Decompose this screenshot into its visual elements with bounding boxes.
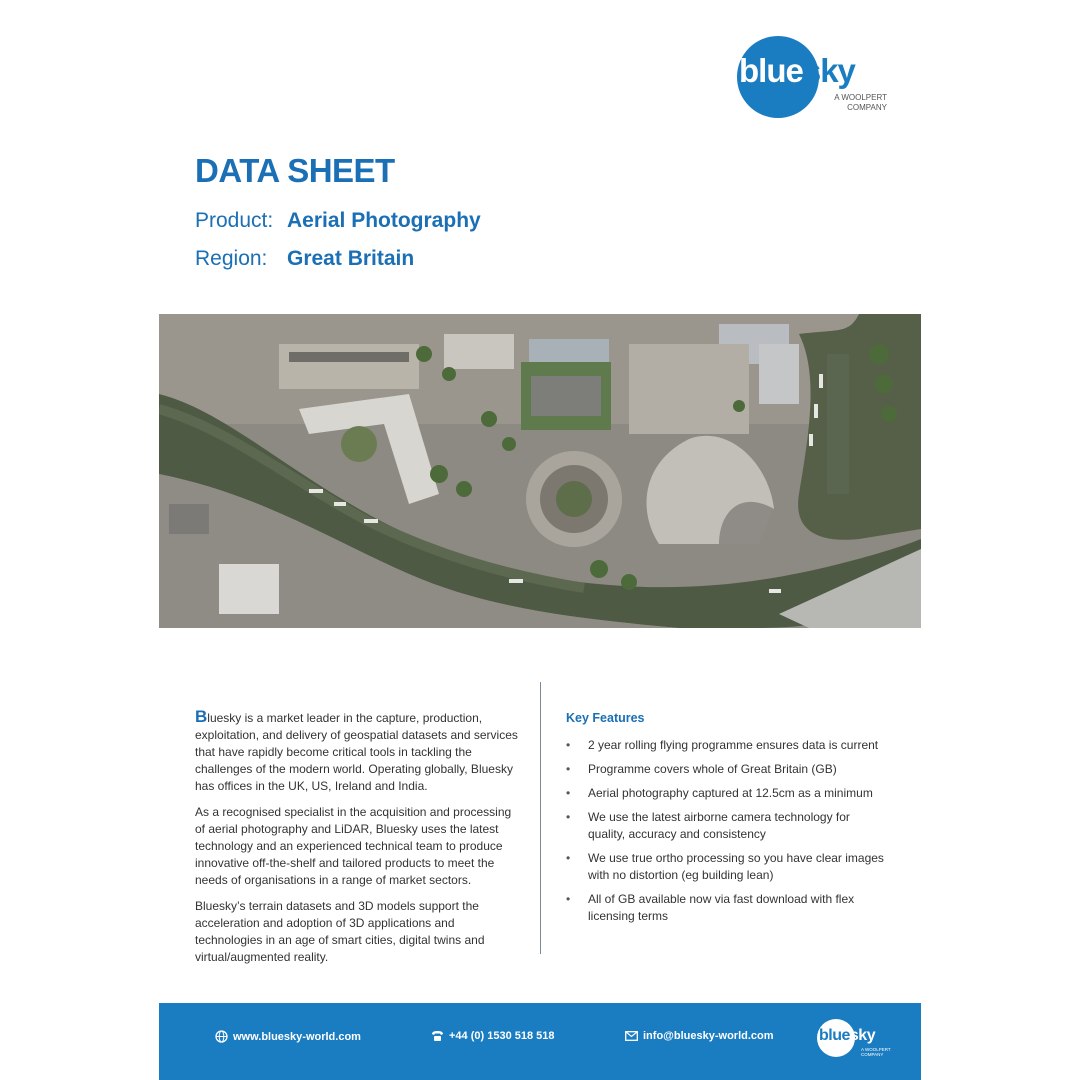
bluesky-logo <box>737 36 897 122</box>
intro-paragraph-1: Bluesky is a market leader in the capture, production, exploitation, and delivery of geospatial datasets and services that have rapidly become critical tools in tackling the challenges of the modern world. Operating globally, Bluesky has offices in the UK, US, Ireland and India. <box>195 707 518 793</box>
footer-phone[interactable]: +44 (0) 1530 518 518 <box>431 1030 555 1042</box>
bullet-icon: • <box>566 892 571 906</box>
list-item: • Aerial photography captured at 12.5cm as a minimum <box>566 786 873 800</box>
region-value: Great Britain <box>287 247 415 270</box>
footer-website[interactable]: www.bluesky-world.com <box>215 1030 361 1043</box>
footer-logo <box>817 1019 897 1059</box>
column-divider <box>540 682 541 954</box>
product-label: Product: <box>195 209 274 232</box>
list-item: • We use the latest airborne camera technology for quality, accuracy and consistency <box>566 810 850 841</box>
list-item: • Programme covers whole of Great Britain (GB) <box>566 762 837 776</box>
bullet-icon: • <box>566 810 571 824</box>
key-features-list <box>566 737 886 925</box>
bullet-icon: • <box>566 786 571 800</box>
intro-text <box>195 708 520 975</box>
footer-logo-wordmark: bluesky <box>819 1027 876 1044</box>
list-item: • 2 year rolling flying programme ensures data is current <box>566 738 879 752</box>
key-features-title: Key Features <box>566 711 645 725</box>
list-item: • We use true ortho processing so you have clear images with no distortion (eg building lean) <box>566 851 884 882</box>
footer-logo-tagline: A WOOLPERT COMPANY <box>861 1047 891 1057</box>
list-item: • All of GB available now via fast download with flex licensing terms <box>566 892 855 923</box>
logo-tagline: A WOOLPERT COMPANY <box>834 93 887 112</box>
key-features <box>566 710 886 932</box>
footer-bar <box>159 1003 921 1080</box>
phone-icon <box>431 1030 444 1042</box>
intro-paragraph-3: Bluesky’s terrain datasets and 3D models support the acceleration and adoption of 3D applications and technologies in an age of smart cities, digital twins and virtual/augmented reality. <box>195 899 485 964</box>
intro-paragraph-2: As a recognised specialist in the acquisition and processing of aerial photography and LiDAR, Bluesky uses the latest technology and an experienced technical team to produce innovative off-the-shelf and tailored products to meet the needs of organisations in a range of market sectors. <box>195 805 512 887</box>
region-row <box>195 247 414 271</box>
bullet-icon: • <box>566 762 571 776</box>
bullet-icon: • <box>566 738 571 752</box>
mail-icon <box>625 1031 638 1041</box>
product-row <box>195 209 481 233</box>
bullet-icon: • <box>566 851 571 865</box>
product-value: Aerial Photography <box>287 209 481 232</box>
region-label: Region: <box>195 247 268 270</box>
drop-cap: B <box>195 707 208 726</box>
aerial-photo <box>159 314 921 628</box>
page-title: DATA SHEET <box>195 152 395 189</box>
footer-email[interactable]: info@bluesky-world.com <box>625 1030 774 1042</box>
globe-icon <box>215 1030 228 1043</box>
logo-wordmark: bluesky <box>739 52 855 89</box>
